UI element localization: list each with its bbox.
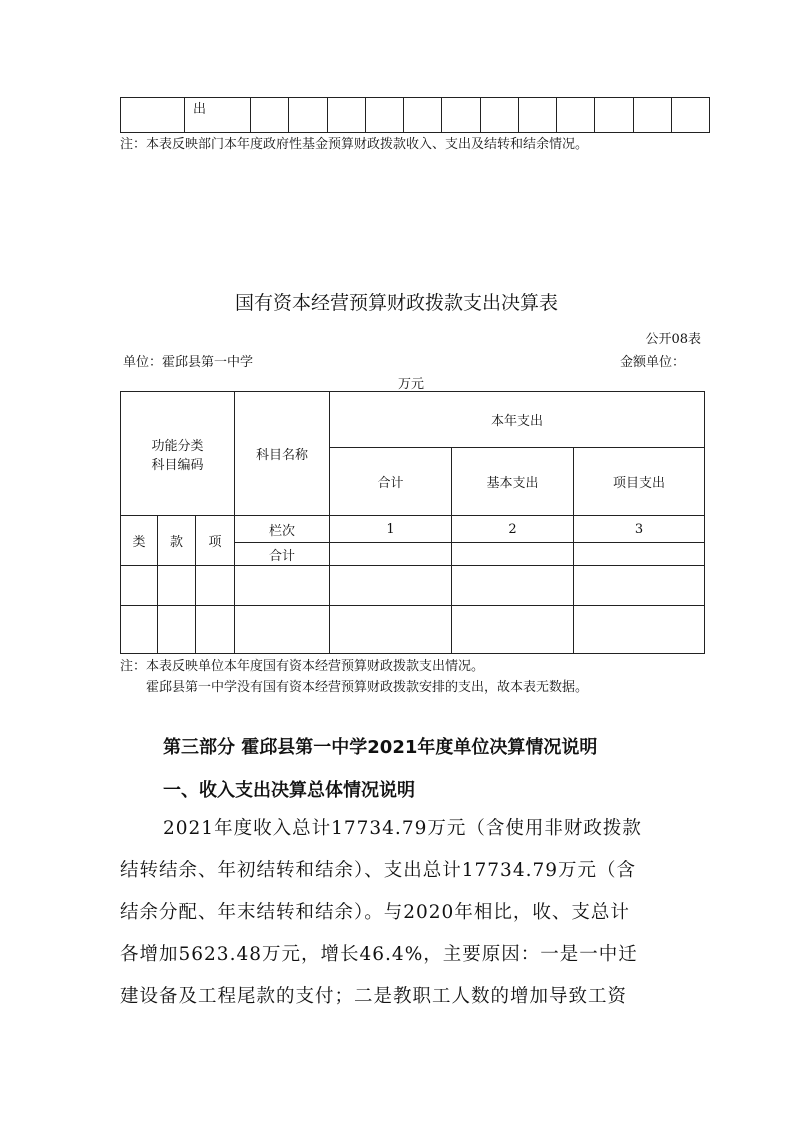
header-func-code-line2: 科目编码 [151, 457, 204, 473]
table-cell [330, 566, 452, 606]
header-current-year-expense: 本年支出 [330, 392, 705, 448]
table-cell [480, 98, 518, 133]
header-func-code-line1: 功能分类 [151, 438, 204, 454]
table-cell [574, 566, 705, 606]
header-basic-expense: 基本支出 [452, 448, 574, 516]
column-number-3: 3 [574, 516, 705, 543]
table-cell [574, 606, 705, 654]
table-cell [595, 98, 633, 133]
previous-table-fragment [120, 97, 710, 133]
table-note: 注：本表反映部门本年度政府性基金预算财政拨款收入、支出及结转和结余情况。 [120, 137, 589, 152]
table-cell [235, 566, 330, 606]
table-cell [404, 98, 442, 133]
table-row [121, 606, 705, 654]
table-note-line2: 霍邱县第一中学没有国有资本经营预算财政拨款安排的支出，故本表无数据。 [146, 680, 589, 695]
column-row-label: 栏次 [235, 516, 330, 543]
table-cell [196, 566, 235, 606]
table-note-line1: 注：本表反映单位本年度国有资本经营预算财政拨款支出情况。 [120, 659, 485, 674]
table-cell [574, 543, 705, 566]
table-cell [671, 98, 709, 133]
table-cell [452, 606, 574, 654]
table-cell [330, 543, 452, 566]
paragraph-line-2: 结转结余、年初结转和结余）、支出总计17734.79万元（含 [120, 860, 637, 881]
section-subheading: 一、收入支出决算总体情况说明 [163, 780, 415, 801]
amount-unit-value: 万元 [398, 377, 425, 392]
table-cell [121, 566, 158, 606]
total-row-label: 合计 [235, 543, 330, 566]
table-cell [158, 606, 196, 654]
header-project-expense: 项目支出 [574, 448, 705, 516]
table-cell [121, 606, 158, 654]
table-cell [121, 98, 185, 133]
table-row [121, 566, 705, 606]
table-cell [196, 606, 235, 654]
header-total: 合计 [330, 448, 452, 516]
table-row [121, 516, 705, 543]
state-capital-expense-table [120, 391, 705, 654]
paragraph-line-3: 结余分配、年末结转和结余）。与2020年相比，收、支总计 [120, 902, 630, 923]
table-cell [557, 98, 595, 133]
column-number-2: 2 [452, 516, 574, 543]
table-title: 国有资本经营预算财政拨款支出决算表 [234, 292, 558, 314]
table-cell [452, 566, 574, 606]
table-cell [518, 98, 556, 133]
paragraph-line-1: 2021年度收入总计17734.79万元（含使用非财政拨款 [163, 818, 642, 839]
table-cell [633, 98, 671, 133]
paragraph-line-5: 建设备及工程尾款的支付；二是教职工人数的增加导致工资 [120, 986, 628, 1007]
amount-unit-label: 金额单位： [619, 355, 685, 370]
table-cell [158, 566, 196, 606]
header-func-code [121, 392, 235, 516]
table-cell [289, 98, 327, 133]
table-cell [365, 98, 403, 133]
header-subject-name: 科目名称 [235, 392, 330, 516]
table-row [121, 392, 705, 448]
header-lei: 类 [121, 516, 158, 566]
table-cell [327, 98, 365, 133]
table-cell [452, 543, 574, 566]
unit-label: 单位：霍邱县第一中学 [123, 355, 254, 370]
table-row [121, 98, 710, 133]
table-cell [442, 98, 480, 133]
table-cell [251, 98, 289, 133]
column-number-1: 1 [330, 516, 452, 543]
table-cell [235, 606, 330, 654]
section-heading: 第三部分 霍邱县第一中学2021年度单位决算情况说明 [163, 737, 598, 758]
cell-text: 出 [193, 102, 207, 117]
form-number: 公开08表 [645, 332, 701, 347]
paragraph-line-4: 各增加5623.48万元，增长46.4%，主要原因：一是一中迁 [120, 944, 638, 965]
header-xiang: 项 [196, 516, 235, 566]
header-kuan: 款 [158, 516, 196, 566]
table-cell [330, 606, 452, 654]
table-cell [185, 98, 251, 133]
